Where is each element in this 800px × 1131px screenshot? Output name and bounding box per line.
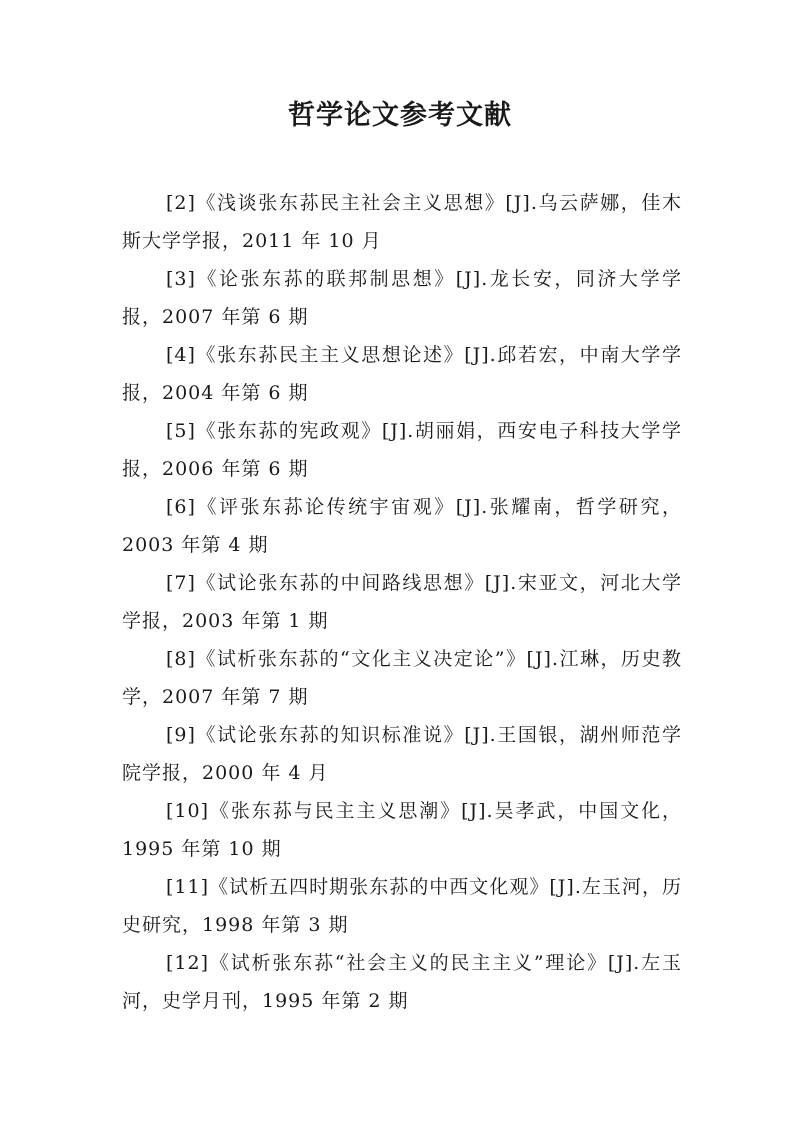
reference-item: [10]《张东荪与民主主义思潮》[J].吴孝武，中国文化，1995 年第 10 期: [122, 800, 682, 860]
document-title: 哲学论文参考文献: [288, 100, 512, 131]
reference-item: [12]《试析张东荪“社会主义的民主主义”理论》[J].左玉河，史学月刊，1995 年第 2 期: [122, 952, 682, 1012]
reference-item: [9]《试论张东荪的知识标准说》[J].王国银，湖州师范学院学报，2000 年 4 月: [122, 724, 682, 784]
reference-list: [122, 184, 682, 1020]
reference-item: [8]《试析张东荪的“文化主义决定论”》[J].江琳，历史教学，2007 年第 7 期: [122, 648, 682, 708]
reference-item: [11]《试析五四时期张东荪的中西文化观》[J].左玉河，历史研究，1998 年第 3 期: [122, 876, 682, 936]
reference-item: [6]《评张东荪论传统宇宙观》[J].张耀南，哲学研究，2003 年第 4 期: [122, 496, 682, 556]
reference-item: [7]《试论张东荪的中间路线思想》[J].宋亚文，河北大学学报，2003 年第 1 期: [122, 572, 682, 632]
reference-item: [3]《论张东荪的联邦制思想》[J].龙长安，同济大学学报，2007 年第 6 期: [122, 268, 682, 328]
reference-item: [5]《张东荪的宪政观》[J].胡丽娟，西安电子科技大学学报，2006 年第 6 期: [122, 420, 682, 480]
reference-item: [2]《浅谈张东荪民主社会主义思想》[J].乌云萨娜，佳木斯大学学报，2011 年 10 月: [122, 192, 682, 252]
reference-item: [4]《张东荪民主主义思想论述》[J].邱若宏，中南大学学报，2004 年第 6 期: [122, 344, 682, 404]
